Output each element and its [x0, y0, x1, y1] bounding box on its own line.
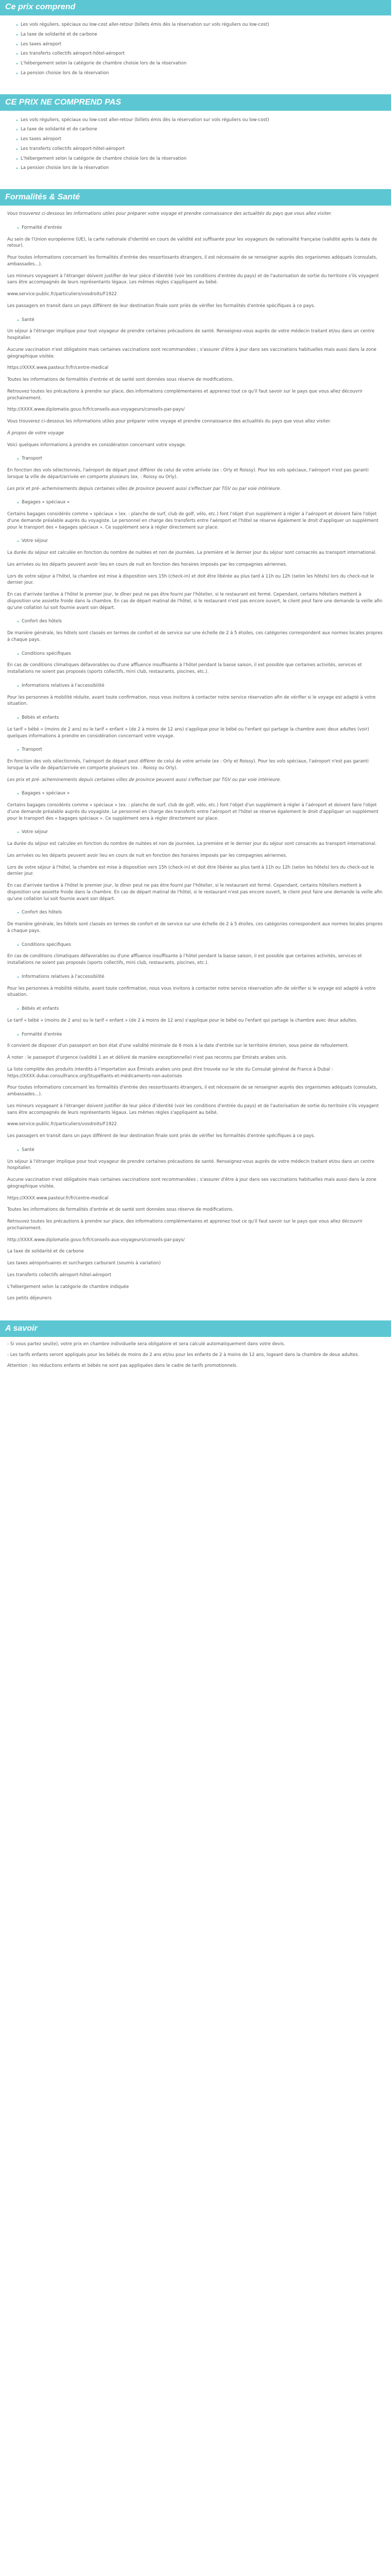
paragraph: En cas d'arrivée tardive à l'hôtel le premier jour, le dîner peut ne pas être fourni par l'hôtelier, si le restaurant est fermé. Cependant, certains hôteliers mettent à disposition une assiette froide dans la chambre. En cas de départ matinal de l'hôtel, si le restaurant n'est pas encore ouvert, le client peut faire une demande la veille afin qu'une collation lui soit fournie avant son départ. [7, 592, 383, 611]
subsection-title: • Transport [7, 455, 384, 462]
paragraph: Aucune vaccination n'est obligatoire mais certaines vaccinations sont recommandées ; s'assurer d'être à jour dans ses vaccinations habituelles mais aussi dans la zone géographique visitée. [7, 1177, 377, 1189]
subsection-title: • Informations relatives à l'accessibilité [7, 683, 384, 689]
list-item: • Les taxes aéroport [15, 136, 391, 143]
subsection-title: • Votre séjour [7, 829, 384, 836]
subsection-title: • Formalité d'entrée [7, 225, 384, 231]
paragraph: http://XXXX.www.diplomatie.gouv.fr/fr/conseils-aux-voyageurs/conseils-par-pays/ [7, 407, 185, 413]
paragraph: Certains bagages considérés comme « spéciaux » (ex. : planche de surf, club de golf, vélo, etc.) font l'objet d'un supplément à régler à l'aéroport et doivent faire l'objet d'une demande préalable auprès du voyagiste. Le personnel en charge des transferts entre l'aéroport et l'hôtel se réserve également le droit d'appliquer un supplément pour le transport des « bagages spéciaux ». Ce supplément sera à régler directement sur place. [7, 803, 379, 821]
paragraph: Retrouvez toutes les précautions à prendre sur place, des informations complémentaires et apprenez tout ce qu'il faut savoir sur le pays que vous allez découvrir prochainement. [7, 388, 363, 401]
paragraph: - Les tarifs enfants seront appliqués pour les bébés de moins de 2 ans et/ou pour les enfants de 2 à moins de 12 ans, logeant dans la chambre de deux adultes. [7, 1352, 360, 1358]
paragraph: Les passagers en transit dans un pays différent de leur destination finale sont priés de vérifier les formalités d'entrée spécifiques à ce pays. [7, 303, 315, 309]
paragraph: Les arrivées ou les départs peuvent avoir lieu en cours de nuit en fonction des horaires imposés par les compagnies aériennes. [7, 562, 287, 567]
subsection-title: • Votre séjour [7, 538, 384, 545]
paragraph: Vous trouverez ci-dessous les informations utiles pour préparer votre voyage et prendre connaissance des actualités du pays que vous allez visiter. [7, 419, 331, 424]
formalites-body [0, 211, 391, 1302]
section-title-comprend: Ce prix comprend [0, 0, 391, 15]
paragraph: Les transferts collectifs aéroport-hôtel-aéroport [7, 1272, 111, 1278]
paragraph: Les prix et pré- acheminements depuis certaines villes de province peuvent aussi s'effectuer par TGV ou par voie intérieure. [7, 486, 281, 492]
paragraph: Toutes les informations de formalités d'entrée et de santé sont données sous réserve de modifications. [7, 1207, 234, 1213]
paragraph: Attention : les réductions enfants et bébés ne sont pas appliquées dans le cadre de tarifs promotionnels. [7, 1363, 238, 1368]
paragraph: La taxe de solidarité et de carbone [7, 1249, 84, 1255]
paragraph: Le tarif « bébé » (moins de 2 ans) ou le tarif « enfant » (de 2 à moins de 12 ans) s'applique pour le bébé ou l'enfant qui partage la chambre avec deux adultes (voir) quelques informations à prendre en considération concernant votre voyage. [7, 726, 369, 739]
ne-comprend-list [0, 111, 391, 178]
paragraph: En fonction des vols sélectionnés, l'aéroport de départ peut différer de celui de votre arrivée (ex : Orly et Roissy). Pour les vols spéciaux, l'aéroport n'est pas garanti lorsque la ville de départ/arrivée en comporte plusieurs (ex. : Roissy ou Orly). [7, 468, 369, 480]
paragraph: La durée du séjour est calculée en fonction du nombre de nuitées et non de journées. La première et le dernier jour du séjour sont consacrés au transport international. [7, 841, 377, 846]
paragraph: La durée du séjour est calculée en fonction du nombre de nuitées et non de journées. La première et le dernier jour du séjour sont consacrés au transport international. [7, 550, 377, 555]
paragraph: Voici quelques informations à prendre en considération concernant votre voyage. [7, 442, 186, 448]
list-item: • Les vols réguliers, spéciaux ou low-cost aller-retour (billets émis dès la réservation sur vols réguliers ou low-cost) [15, 117, 391, 124]
section-formalites [0, 189, 391, 1302]
paragraph: Pour toutes informations concernant les formalités d'entrée des ressortissants étrangers, il est nécessaire de se renseigner auprès des organismes adéquats (consulats, ambassades...). [7, 255, 378, 267]
paragraph: www.service-public.fr/particuliers/vosdroits/F1922 [7, 1122, 117, 1127]
paragraph: https://XXXX.www.pasteur.fr/fr/centre-medical [7, 1195, 109, 1201]
paragraph: https://XXXX.www.pasteur.fr/fr/centre-medical [7, 365, 109, 371]
subsection-title: • Informations relatives à l'accessibilité [7, 974, 384, 980]
paragraph: Lors de votre séjour à l'hôtel, la chambre est mise à disposition vers 15h (check-in) et doit être libérée au plus tard à 11h ou 12h (selon les hôtels) lors du check-out le dernier jour. [7, 573, 374, 586]
paragraph: Pour toutes informations concernant les formalités d'entrée des ressortissants étrangers, il est nécessaire de se renseigner auprès des organismes adéquats (consulats, ambassades...). [7, 1085, 378, 1097]
section-a-savoir [0, 1320, 391, 1377]
subsection-title: • Bébés et enfants [7, 1006, 384, 1012]
subsection-title: • Transport [7, 747, 384, 753]
subsection-title: • Confort des hôtels [7, 618, 384, 625]
paragraph: Aucune vaccination n'est obligatoire mais certaines vaccinations sont recommandées ; s'assurer d'être à jour dans ses vaccinations habituelles mais aussi dans la zone géographique visitée. [7, 347, 377, 359]
paragraph: Toutes les informations de formalités d'entrée et de santé sont données sous réserve de modifications. [7, 377, 234, 382]
paragraph: En cas de conditions climatiques défavorables ou d'une affluence insuffisante à l'hôtel pendant la basse saison, il est possible que certaines activités, services et installations ne soient pas proposés (sports collectifs, mini club, restaurants, piscines, etc.). [7, 663, 362, 674]
paragraph: Vous trouverez ci-dessous les informations utiles pour préparer votre voyage et prendre connaissance des actualités du pays que vous allez visiter. [7, 211, 332, 216]
list-item: • La taxe de solidarité et de carbone [15, 31, 391, 38]
subsection-title: • Conditions spécifiques [7, 651, 384, 657]
paragraph: Lors de votre séjour à l'hôtel, la chambre est mise à disposition vers 15h (check-in) et doit être libérée au plus tard à 11h ou 12h (selon les hôtels) lors du check-out le dernier jour. [7, 865, 374, 877]
paragraph: De manière générale, les hôtels sont classés en termes de confort et de service sur une échelle de 2 à 5 étoiles, ces catégories correspondent aux normes locales propres à chaque pays. [7, 631, 383, 642]
subsection-title: • Santé [7, 1147, 384, 1154]
list-item: • La pension choisie lors de la réservation [15, 70, 391, 77]
subsection-title: • Conditions spécifiques [7, 942, 384, 948]
section-ne-comprend [0, 94, 391, 178]
paragraph: Les taxes aéroportuaires et surcharges carburant (soumis à variation) [7, 1261, 161, 1266]
paragraph: Pour les personnes à mobilité réduite, avant toute confirmation, nous vous invitons à contacter notre service réservation afin de vérifier si le voyage est adapté à votre situation. [7, 694, 376, 707]
section-title-ne-comprend: CE PRIX NE COMPREND PAS [0, 94, 391, 111]
list-item: • Les transferts collectifs aéroport-hôtel-aéroport [15, 146, 391, 152]
subsection-title: • Bagages « spéciaux » [7, 790, 384, 797]
section-title-formalites: Formalités & Santé [0, 189, 391, 206]
subsection-title: • Bébés et enfants [7, 715, 384, 721]
paragraph: Les arrivées ou les départs peuvent avoir lieu en cours de nuit en fonction des horaires imposés par les compagnies aériennes. [7, 853, 287, 858]
paragraph: Un séjour à l'étranger implique pour tout voyageur de prendre certaines précautions de santé. Renseignez-vous auprès de votre médecin traitant et/ou dans un centre hospitalier. [7, 329, 374, 341]
paragraph: Les petits déjeuners [7, 1296, 52, 1301]
paragraph: À propos de votre voyage [7, 430, 64, 436]
paragraph: Les prix et pré- acheminements depuis certaines villes de province peuvent aussi s'effectuer par TGV ou par voie intérieure. [7, 777, 281, 783]
paragraph: Le tarif « bébé » (moins de 2 ans) ou le tarif « enfant » (de 2 à moins de 12 ans) s'applique pour le bébé ou l'enfant qui partage la chambre avec deux adultes. [7, 1018, 357, 1023]
list-item: • La pension choisie lors de la réservation [15, 165, 391, 172]
paragraph: Retrouvez toutes les précautions à prendre sur place, des informations complémentaires et apprenez tout ce qu'il faut savoir sur le pays que vous allez découvrir prochainement. [7, 1219, 363, 1231]
paragraph: Au sein de l'Union européenne (UE), la carte nationale d'identité en cours de validité est suffisante pour les voyageurs de nationalité française (validité après la date de retour). [7, 236, 377, 249]
list-item: • Les vols réguliers, spéciaux ou low-cost aller-retour (billets émis dès la réservation sur vols réguliers ou low-cost) [15, 22, 391, 28]
a-savoir-body [0, 1341, 391, 1377]
paragraph: Il convient de disposer d'un passeport en bon état d'une validité minimale de 6 mois à la date d'entrée sur le territoire émirien, sous peine de refoulement. [7, 1043, 349, 1049]
paragraph: http://XXXX.www.diplomatie.gouv.fr/fr/conseils-aux-voyageurs/conseils-par-pays/ [7, 1237, 185, 1243]
subsection-title: • Santé [7, 317, 384, 324]
paragraph: Les passagers en transit dans un pays différent de leur destination finale sont priés de vérifier les formalités d'entrée spécifiques à ce pays. [7, 1133, 315, 1139]
paragraph: En cas d'arrivée tardive à l'hôtel le premier jour, le dîner peut ne pas être fourni par l'hôtelier, si le restaurant est fermé. Cependant, certains hôteliers mettent à disposition une assiette froide dans la chambre. En cas de départ matinal de l'hôtel, si le restaurant n'est pas encore ouvert, le client peut faire une demande la veille afin qu'une collation lui soit fournie avant son départ. [7, 883, 383, 902]
paragraph: De manière générale, les hôtels sont classés en termes de confort et de service sur une échelle de 2 à 5 étoiles, ces catégories correspondent aux normes locales propres à chaque pays. [7, 922, 383, 934]
section-title-a-savoir: A savoir [0, 1320, 391, 1337]
paragraph: Certains bagages considérés comme « spéciaux » (ex. : planche de surf, club de golf, vélo, etc.) font l'objet d'un supplément à régler à l'aéroport et doivent faire l'objet d'une demande préalable auprès du voyagiste. Le personnel en charge des transferts entre l'aéroport et l'hôtel se réserve également le droit d'appliquer un supplément pour le transport des « bagages spéciaux ». Ce supplément sera à régler directement sur place. [7, 512, 379, 530]
paragraph: À noter : le passeport d'urgence (validité 1 an et délivré de manière exceptionnelle) n'est pas reconnu par Emirats arabes unis. [7, 1055, 287, 1060]
subsection-title: • Formalité d'entrée [7, 1031, 384, 1038]
list-item: • L'hébergement selon la catégorie de chambre choisie lors de la réservation [15, 156, 391, 162]
section-comprend [0, 0, 391, 83]
subsection-title: • Bagages « spéciaux » [7, 499, 384, 506]
list-item: • L'hébergement selon la catégorie de chambre choisie lors de la réservation [15, 60, 391, 67]
comprend-list [0, 15, 391, 83]
paragraph: L'hébergement selon la catégorie de chambre indiquée [7, 1284, 129, 1290]
list-item: • Les taxes aéroport [15, 41, 391, 48]
paragraph: www.service-public.fr/particuliers/vosdroits/F1922 [7, 292, 117, 297]
subsection-title: • Confort des hôtels [7, 909, 384, 916]
paragraph: En fonction des vols sélectionnés, l'aéroport de départ peut différer de celui de votre arrivée (ex : Orly et Roissy). Pour les vols spéciaux, l'aéroport n'est pas garanti lorsque la ville de départ/arrivée en comporte plusieurs (ex. : Roissy ou Orly). [7, 759, 369, 771]
paragraph: Les mineurs voyageant à l'étranger doivent justifier de leur pièce d'identité (voir les conditions d'entrée du pays) et de l'autorisation de sortie du territoire s'ils voyagent sans être accompagnés de leurs représentants légaux. Les mêmes règles s'appliquent au bébé. [7, 1103, 379, 1115]
list-item: • Les transferts collectifs aéroport-hôtel-aéroport [15, 50, 391, 57]
paragraph: - Si vous partez seul(e), votre prix en chambre individuelle sera obligatoire et sera calculé automatiquement dans votre devis. [7, 1342, 285, 1347]
paragraph: Pour les personnes à mobilité réduite, avant toute confirmation, nous vous invitons à contacter notre service réservation afin de vérifier si le voyage est adapté à votre situation. [7, 986, 376, 998]
paragraph: La liste complète des produits interdits à l'importation aux Émirats arabes unis peut être trouvée sur le site du Consulat général de France à Dubaï : https://XXXX.dubai.consulfrance.org/Stupéfiants-et-médicaments-non-autorisés [7, 1066, 333, 1079]
paragraph: En cas de conditions climatiques défavorables ou d'une affluence insuffisante à l'hôtel pendant la basse saison, il est possible que certaines activités, services et installations ne soient pas proposés (sports collectifs, mini club, restaurants, piscines, etc.). [7, 954, 362, 965]
list-item: • La taxe de solidarité et de carbone [15, 126, 391, 133]
paragraph: Les mineurs voyageant à l'étranger doivent justifier de leur pièce d'identité (voir les conditions d'entrée du pays) et de l'autorisation de sortie du territoire s'ils voyagent sans être accompagnés de leurs représentants légaux. Les mêmes règles s'appliquent au bébé. [7, 273, 379, 285]
paragraph: Un séjour à l'étranger implique pour tout voyageur de prendre certaines précautions de santé. Renseignez-vous auprès de votre médecin traitant et/ou dans un centre hospitalier. [7, 1159, 374, 1171]
